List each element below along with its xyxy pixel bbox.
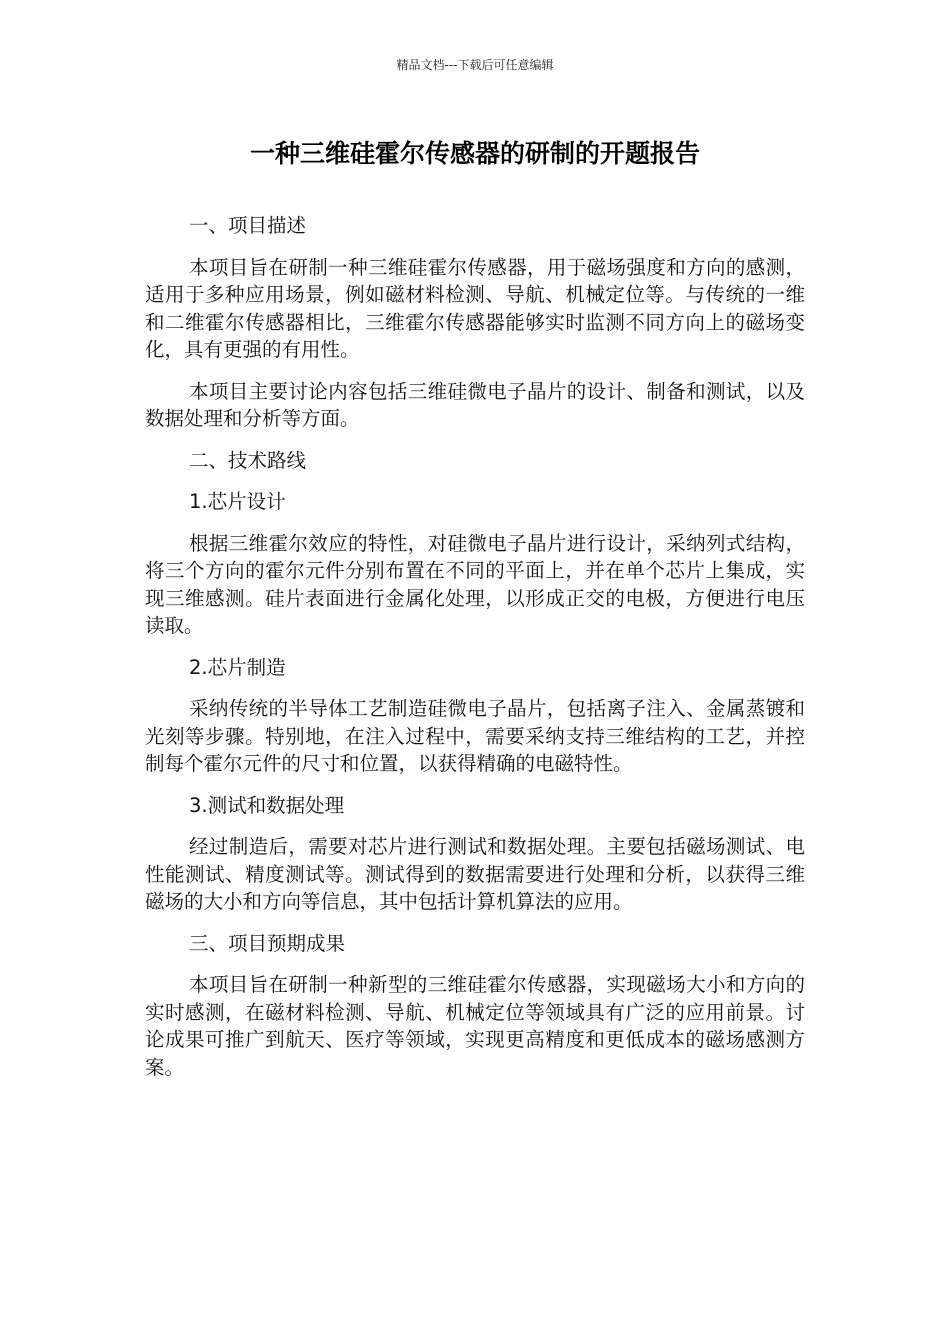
document-title: 一种三维硅霍尔传感器的研制的开题报告 bbox=[249, 139, 700, 168]
section-heading-technical-route: 二、技术路线 bbox=[189, 448, 307, 472]
paragraph-testing-data-processing: 经过制造后，需要对芯片进行测试和数据处理。主要包括磁场测试、电性能测试、精度测试等。测试得到的数据需要进行处理和分析，以获得三维磁场的大小和方向等信息，其中包括计算机算法的应用。 bbox=[145, 835, 805, 913]
paragraph-chip-manufacturing: 采纳传统的半导体工艺制造硅微电子晶片，包括离子注入、金属蒸镀和光刻等步骤。特别地，在注入过程中，需要采纳支持三维结构的工艺，并控制每个霍尔元件的尺寸和位置，以获得精确的电磁特性。 bbox=[145, 697, 805, 775]
section-heading-project-description: 一、项目描述 bbox=[189, 214, 307, 237]
paragraph-project-overview: 本项目旨在研制一种三维硅霍尔传感器，用于磁场强度和方向的感测，适用于多种应用场景，例如磁材料检测、导航、机械定位等。与传统的一维和二维霍尔传感器相比，三维霍尔传感器能够实时监测不同方向上的磁场变化，具有更强的有用性。 bbox=[145, 255, 805, 361]
page-header: 精品文档---下载后可任意编辑 bbox=[396, 58, 554, 72]
subheading-chip-design: 1.芯片设计 bbox=[189, 490, 286, 513]
paragraph-expected-results: 本项目旨在研制一种新型的三维硅霍尔传感器，实现磁场大小和方向的实时感测，在磁材料检测、导航、机械定位等领域具有广泛的应用前景。讨论成果可推广到航天、医疗等领域，实现更高精度和更低成本的磁场感测方案。 bbox=[145, 973, 805, 1079]
document-body bbox=[145, 212, 805, 1095]
paragraph-project-scope: 本项目主要讨论内容包括三维硅微电子晶片的设计、制备和测试，以及数据处理和分析等方面。 bbox=[145, 379, 805, 430]
subheading-chip-manufacturing: 2.芯片制造 bbox=[189, 655, 286, 679]
section-heading-expected-results: 三、项目预期成果 bbox=[189, 931, 346, 955]
subheading-testing-data-processing: 3.测试和数据处理 bbox=[189, 793, 345, 817]
paragraph-chip-design: 根据三维霍尔效应的特性，对硅微电子晶片进行设计，采纳列式结构，将三个方向的霍尔元件分别布置在不同的平面上，并在单个芯片上集成，实现三维感测。硅片表面进行金属化处理，以形成正交的电极，方便进行电压读取。 bbox=[145, 531, 805, 637]
